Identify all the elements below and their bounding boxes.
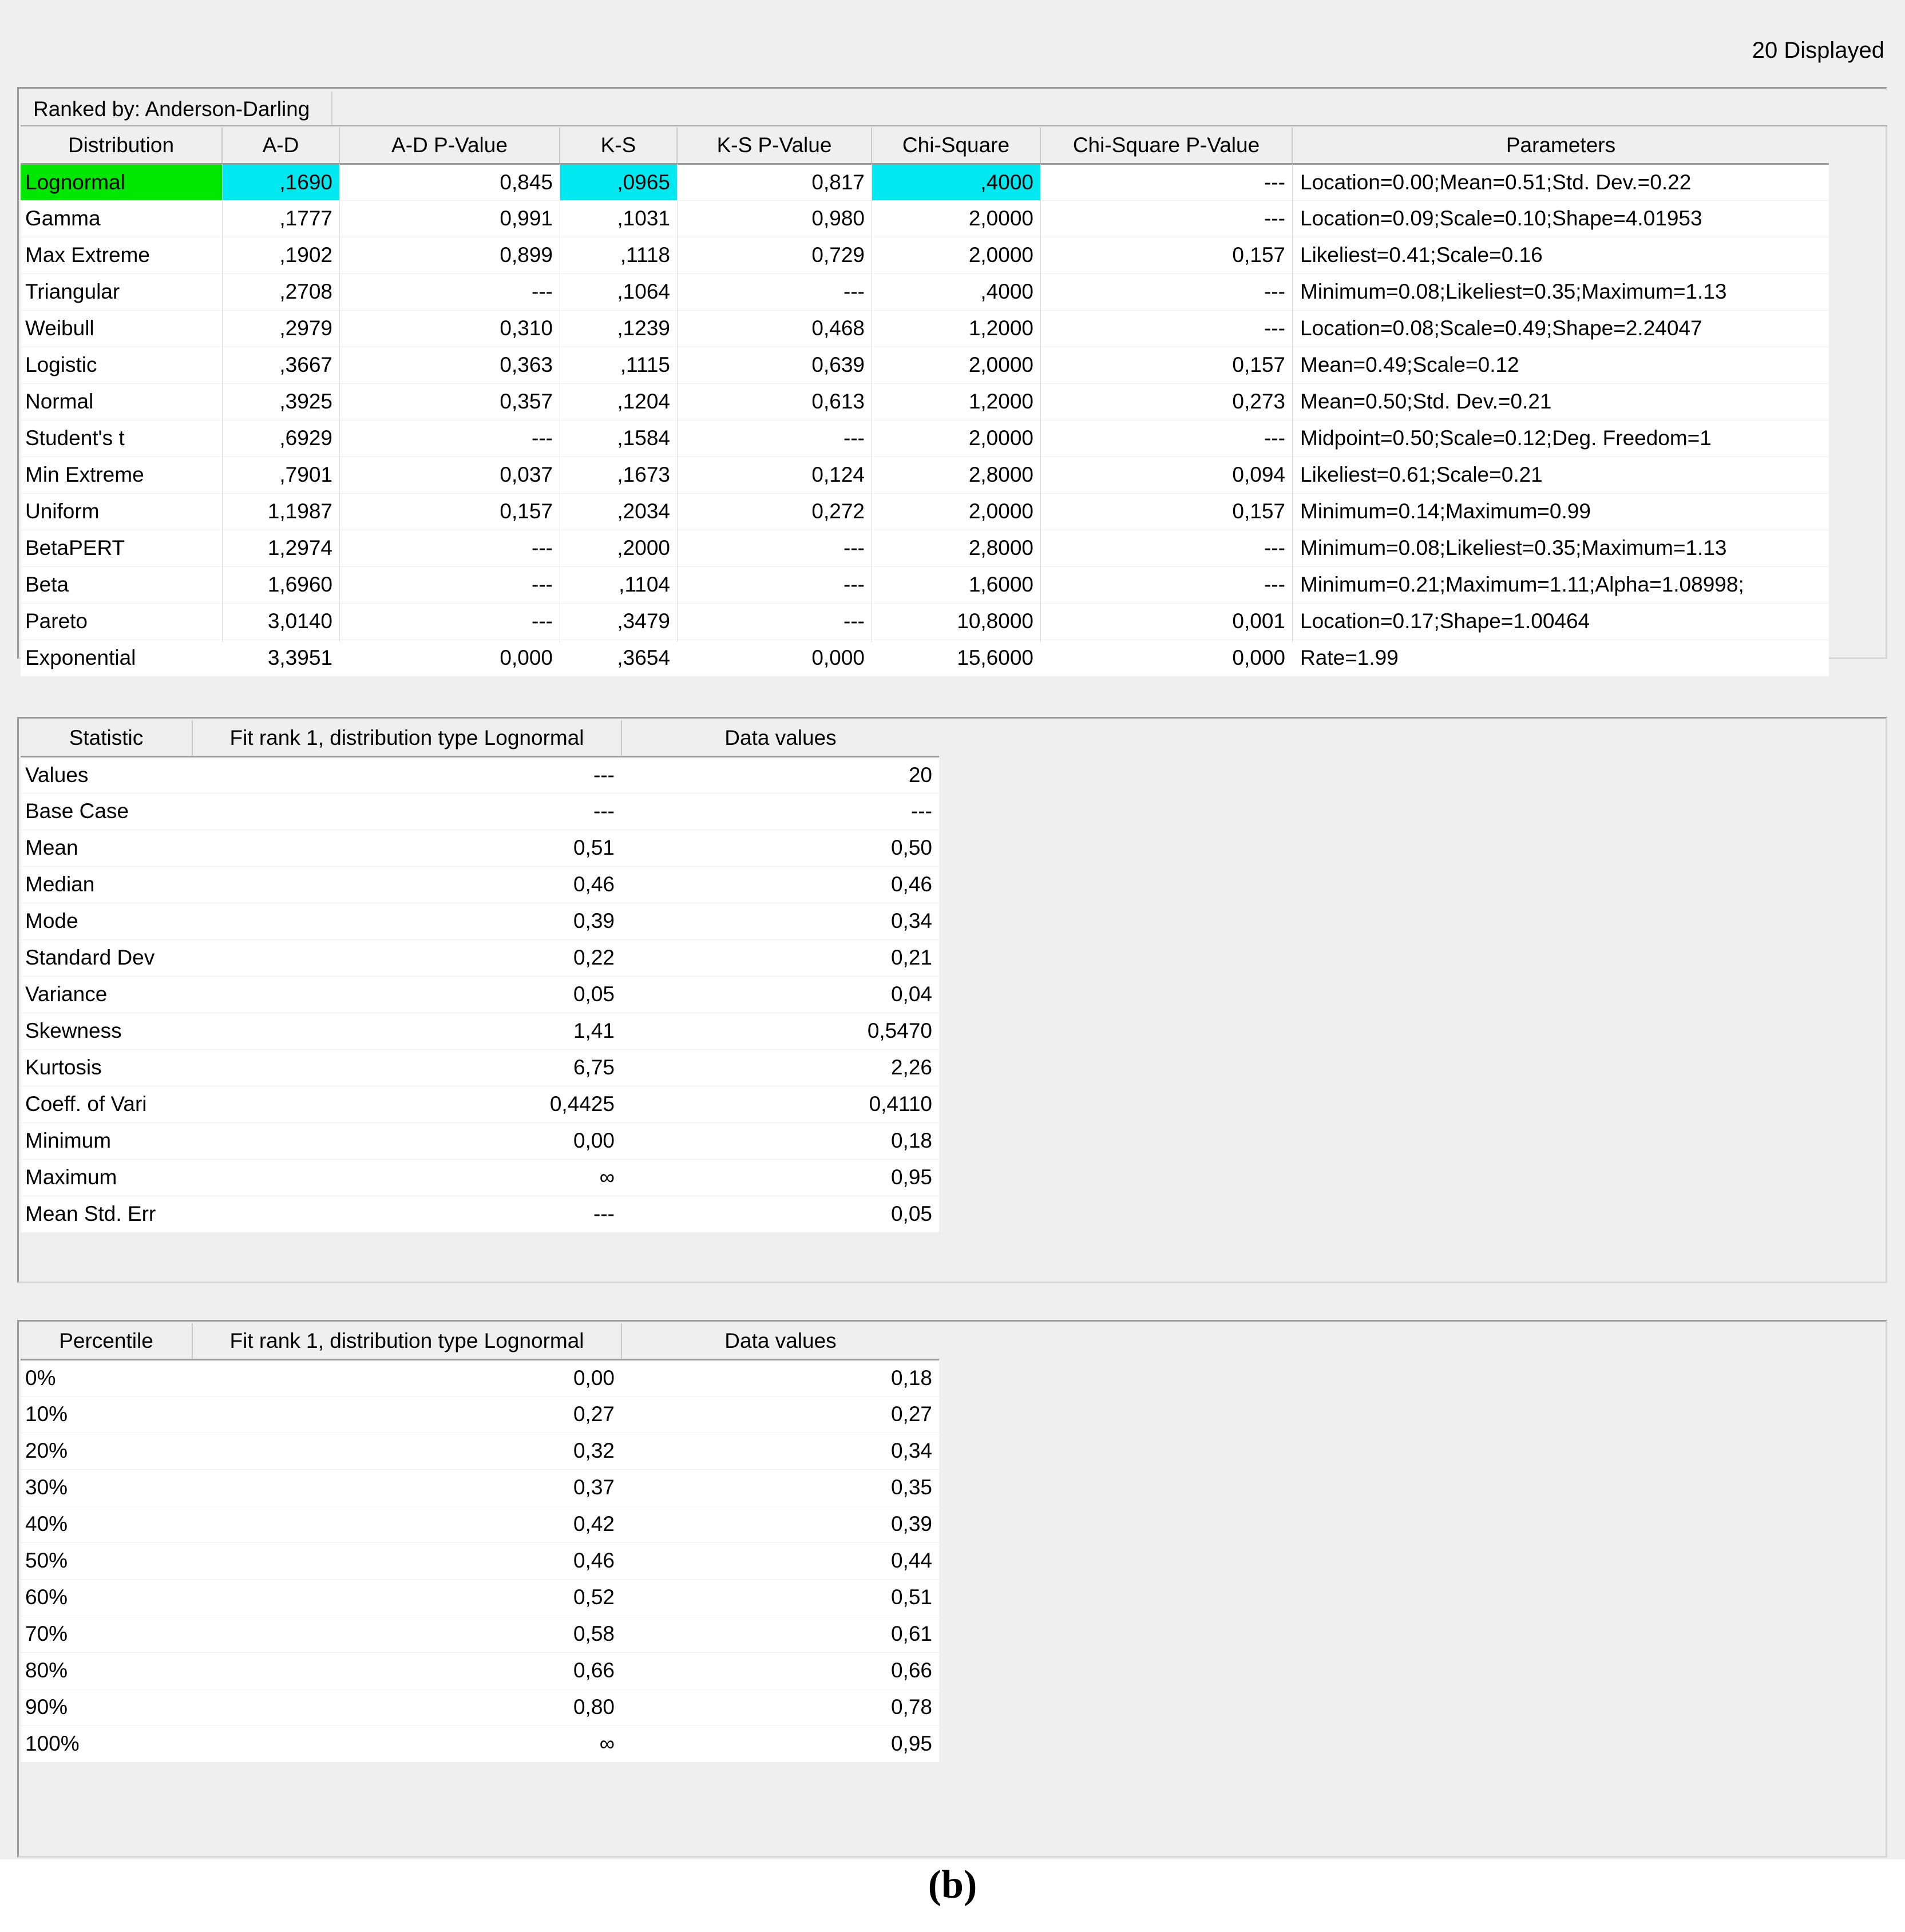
cell-ad: ,1690 [222,164,339,200]
cell-ad-pvalue: 0,310 [339,310,560,347]
table-row[interactable] [21,457,1829,493]
cell-parameters: Rate=1.99 [1292,640,1829,676]
cell-data-value: 0,5470 [621,1013,939,1049]
cell-fit-value: 0,39 [192,903,621,939]
cell-fit-value: 0,52 [192,1579,621,1616]
table-row[interactable] [21,640,1829,676]
cell-parameters: Location=0.17;Shape=1.00464 [1292,603,1829,640]
displayed-count-label: 20 Displayed [1752,38,1884,63]
table-row[interactable] [21,603,1829,640]
cell-ks-pvalue: --- [677,603,872,640]
cell-ks: ,1673 [560,457,677,493]
cell-ks-pvalue: 0,980 [677,200,872,237]
table-row[interactable] [21,237,1829,273]
table-row[interactable] [21,1652,939,1689]
cell-label: 20% [21,1433,192,1469]
cell-chi-square-pvalue: 0,157 [1040,493,1292,530]
column-header-ks[interactable]: K-S [560,128,677,164]
cell-data-value: 0,61 [621,1616,939,1652]
cell-fit-value: 0,27 [192,1396,621,1433]
table-row[interactable] [21,164,1829,200]
statistics-table[interactable] [21,720,939,1233]
cell-data-value: 0,34 [621,903,939,939]
cell-label: Standard Dev [21,939,192,976]
cell-distribution: Normal [21,383,222,420]
cell-distribution: Beta [21,566,222,603]
ranking-panel [17,87,1887,669]
cell-ks: ,1031 [560,200,677,237]
cell-parameters: Likeliest=0.61;Scale=0.21 [1292,457,1829,493]
cell-ad: ,3925 [222,383,339,420]
cell-ks: ,1239 [560,310,677,347]
column-header-data-values[interactable]: Data values [621,1323,939,1359]
table-row[interactable] [21,347,1829,383]
cell-chi-square-pvalue: 0,094 [1040,457,1292,493]
cell-ad: 1,1987 [222,493,339,530]
cell-chi-square: 2,8000 [872,530,1040,566]
cell-ad: 1,6960 [222,566,339,603]
cell-fit-value: --- [192,793,621,830]
cell-distribution: Min Extreme [21,457,222,493]
cell-data-value: 0,18 [621,1122,939,1159]
cell-ad: ,6929 [222,420,339,457]
percentiles-panel [17,1320,1887,1858]
table-row[interactable] [21,976,939,1013]
cell-chi-square: 2,0000 [872,347,1040,383]
cell-ad: 3,3951 [222,640,339,676]
table-row[interactable] [21,383,1829,420]
cell-data-value: 20 [621,756,939,793]
column-header-ks-pvalue[interactable]: K-S P-Value [677,128,872,164]
column-header-percentile[interactable]: Percentile [21,1323,192,1359]
cell-data-value: 0,27 [621,1396,939,1433]
table-row[interactable] [21,1616,939,1652]
cell-label: 60% [21,1579,192,1616]
cell-fit-value: 0,37 [192,1469,621,1506]
cell-ad-pvalue: 0,357 [339,383,560,420]
ranked-by-cell-separator [331,92,332,125]
cell-ks-pvalue: --- [677,530,872,566]
cell-distribution: Lognormal [21,164,222,200]
cell-ad-pvalue: 0,991 [339,200,560,237]
cell-data-value: 0,44 [621,1542,939,1579]
cell-label: Base Case [21,793,192,830]
cell-ks: ,1584 [560,420,677,457]
cell-parameters: Location=0.00;Mean=0.51;Std. Dev.=0.22 [1292,164,1829,200]
cell-data-value: 0,4110 [621,1086,939,1122]
cell-chi-square: 15,6000 [872,640,1040,676]
cell-parameters: Minimum=0.14;Maximum=0.99 [1292,493,1829,530]
cell-ks-pvalue: 0,613 [677,383,872,420]
cell-distribution: Pareto [21,603,222,640]
cell-chi-square: 10,8000 [872,603,1040,640]
cell-ks-pvalue: --- [677,273,872,310]
table-header-row [21,720,939,756]
window-top-strip [0,0,1905,86]
cell-data-value: 2,26 [621,1049,939,1086]
table-row[interactable] [21,939,939,976]
cell-chi-square-pvalue: 0,157 [1040,237,1292,273]
cell-fit-value: 0,66 [192,1652,621,1689]
table-row[interactable] [21,493,1829,530]
cell-label: 40% [21,1506,192,1542]
table-row[interactable] [21,420,1829,457]
cell-chi-square: 1,2000 [872,383,1040,420]
column-header-data-values[interactable]: Data values [621,720,939,756]
percentiles-table[interactable] [21,1323,939,1763]
table-row[interactable] [21,1159,939,1196]
table-row[interactable] [21,1359,939,1396]
cell-label: Mode [21,903,192,939]
cell-label: Maximum [21,1159,192,1196]
cell-chi-square-pvalue: 0,001 [1040,603,1292,640]
table-row[interactable] [21,1049,939,1086]
ranked-by-label: Ranked by: Anderson-Darling [33,97,310,121]
table-row[interactable] [21,310,1829,347]
column-header-fit-rank[interactable]: Fit rank 1, distribution type Lognormal [192,1323,621,1359]
cell-ks: ,0965 [560,164,677,200]
cell-label: 80% [21,1652,192,1689]
cell-fit-value: 0,00 [192,1122,621,1159]
cell-fit-value: 0,46 [192,866,621,903]
cell-ad-pvalue: --- [339,530,560,566]
cell-ad-pvalue: --- [339,273,560,310]
cell-ad: 1,2974 [222,530,339,566]
cell-data-value: 0,46 [621,866,939,903]
cell-data-value: 0,18 [621,1359,939,1396]
cell-ks-pvalue: --- [677,420,872,457]
cell-distribution: Gamma [21,200,222,237]
cell-chi-square-pvalue: --- [1040,273,1292,310]
cell-label: Minimum [21,1122,192,1159]
cell-distribution: Weibull [21,310,222,347]
cell-chi-square-pvalue: --- [1040,566,1292,603]
cell-ks: ,2000 [560,530,677,566]
cell-data-value: 0,95 [621,1159,939,1196]
column-separator [339,164,340,642]
cell-distribution: Max Extreme [21,237,222,273]
cell-ad-pvalue: --- [339,566,560,603]
cell-fit-value: ∞ [192,1725,621,1762]
cell-chi-square: 2,0000 [872,200,1040,237]
ranked-by-bar [21,90,1887,126]
table-row[interactable] [21,1086,939,1122]
statistics-panel [17,717,1887,1283]
cell-distribution: Exponential [21,640,222,676]
table-row[interactable] [21,1013,939,1049]
column-separator [677,164,678,642]
cell-ks-pvalue: 0,639 [677,347,872,383]
table-row[interactable] [21,273,1829,310]
cell-data-value: --- [621,793,939,830]
cell-label: 90% [21,1689,192,1725]
column-header-distribution[interactable]: Distribution [21,128,222,164]
cell-distribution: Triangular [21,273,222,310]
distribution-ranking-table[interactable] [21,128,1829,677]
cell-parameters: Mean=0.50;Std. Dev.=0.21 [1292,383,1829,420]
cell-ad: ,2979 [222,310,339,347]
cell-data-value: 0,51 [621,1579,939,1616]
cell-label: Kurtosis [21,1049,192,1086]
cell-distribution: Logistic [21,347,222,383]
cell-label: 100% [21,1725,192,1762]
cell-label: Skewness [21,1013,192,1049]
cell-chi-square: 1,2000 [872,310,1040,347]
table-row[interactable] [21,1122,939,1159]
cell-fit-value: 0,42 [192,1506,621,1542]
cell-ad-pvalue: 0,845 [339,164,560,200]
cell-ks: ,1064 [560,273,677,310]
cell-label: Variance [21,976,192,1013]
cell-ks: ,3654 [560,640,677,676]
table-row[interactable] [21,1469,939,1506]
figure-caption: (b) [928,1863,977,1907]
cell-label: 50% [21,1542,192,1579]
cell-ks-pvalue: 0,124 [677,457,872,493]
cell-parameters: Minimum=0.08;Likeliest=0.35;Maximum=1.13 [1292,273,1829,310]
cell-label: 70% [21,1616,192,1652]
cell-ks: ,3479 [560,603,677,640]
cell-fit-value: 0,80 [192,1689,621,1725]
cell-data-value: 0,50 [621,830,939,866]
column-header-ad-pvalue[interactable]: A-D P-Value [339,128,560,164]
cell-ad-pvalue: --- [339,420,560,457]
cell-chi-square-pvalue: 0,273 [1040,383,1292,420]
cell-ks-pvalue: 0,817 [677,164,872,200]
cell-data-value: 0,95 [621,1725,939,1762]
table-row[interactable] [21,1542,939,1579]
cell-ad: 3,0140 [222,603,339,640]
cell-data-value: 0,66 [621,1652,939,1689]
table-row[interactable] [21,830,939,866]
cell-fit-value: 0,58 [192,1616,621,1652]
cell-ks: ,1118 [560,237,677,273]
cell-parameters: Mean=0.49;Scale=0.12 [1292,347,1829,383]
cell-parameters: Likeliest=0.41;Scale=0.16 [1292,237,1829,273]
table-row[interactable] [21,1725,939,1762]
cell-chi-square-pvalue: --- [1040,530,1292,566]
cell-chi-square-pvalue: 0,000 [1040,640,1292,676]
cell-data-value: 0,21 [621,939,939,976]
cell-ks: ,1115 [560,347,677,383]
cell-fit-value: --- [192,756,621,793]
cell-data-value: 0,39 [621,1506,939,1542]
column-header-chi-square-pvalue[interactable]: Chi-Square P-Value [1040,128,1292,164]
cell-ks-pvalue: --- [677,566,872,603]
cell-parameters: Location=0.08;Scale=0.49;Shape=2.24047 [1292,310,1829,347]
cell-label: Coeff. of Vari [21,1086,192,1122]
column-header-parameters[interactable]: Parameters [1292,128,1829,164]
cell-fit-value: 0,00 [192,1359,621,1396]
column-header-statistic[interactable]: Statistic [21,720,192,756]
cell-label: Mean [21,830,192,866]
cell-chi-square-pvalue: --- [1040,310,1292,347]
cell-fit-value: ∞ [192,1159,621,1196]
cell-fit-value: 0,46 [192,1542,621,1579]
table-row[interactable] [21,200,1829,237]
cell-ks-pvalue: 0,729 [677,237,872,273]
cell-chi-square: 2,0000 [872,493,1040,530]
cell-label: Mean Std. Err [21,1196,192,1232]
cell-label: 0% [21,1359,192,1396]
cell-ks-pvalue: 0,468 [677,310,872,347]
cell-fit-value: 0,51 [192,830,621,866]
cell-ks-pvalue: 0,000 [677,640,872,676]
cell-ad-pvalue: 0,899 [339,237,560,273]
column-separator [1040,164,1041,642]
cell-label: 10% [21,1396,192,1433]
cell-label: Median [21,866,192,903]
column-header-fit-rank[interactable]: Fit rank 1, distribution type Lognormal [192,720,621,756]
column-separator [222,164,223,642]
cell-parameters: Minimum=0.08;Likeliest=0.35;Maximum=1.13 [1292,530,1829,566]
cell-ad-pvalue: --- [339,603,560,640]
table-row[interactable] [21,1579,939,1616]
cell-fit-value: 0,4425 [192,1086,621,1122]
table-row[interactable] [21,1689,939,1725]
cell-label: 30% [21,1469,192,1506]
cell-parameters: Midpoint=0.50;Scale=0.12;Deg. Freedom=1 [1292,420,1829,457]
cell-ad-pvalue: 0,157 [339,493,560,530]
table-row[interactable] [21,903,939,939]
cell-fit-value: --- [192,1196,621,1232]
table-row[interactable] [21,1433,939,1469]
cell-fit-value: 0,22 [192,939,621,976]
cell-fit-value: 0,32 [192,1433,621,1469]
table-header-row [21,128,1829,164]
cell-ad: ,3667 [222,347,339,383]
cell-ks: ,1104 [560,566,677,603]
cell-fit-value: 6,75 [192,1049,621,1086]
cell-data-value: 0,35 [621,1469,939,1506]
cell-data-value: 0,34 [621,1433,939,1469]
cell-parameters: Minimum=0.21;Maximum=1.11;Alpha=1.08998; [1292,566,1829,603]
cell-distribution: Uniform [21,493,222,530]
table-row[interactable] [21,1506,939,1542]
cell-chi-square: 2,8000 [872,457,1040,493]
cell-chi-square: 2,0000 [872,237,1040,273]
cell-distribution: Student's t [21,420,222,457]
cell-chi-square-pvalue: --- [1040,420,1292,457]
cell-ks: ,2034 [560,493,677,530]
column-header-chi-square[interactable]: Chi-Square [872,128,1040,164]
cell-chi-square: 1,6000 [872,566,1040,603]
cell-chi-square-pvalue: --- [1040,200,1292,237]
cell-ad: ,7901 [222,457,339,493]
cell-ad-pvalue: 0,363 [339,347,560,383]
cell-chi-square: ,4000 [872,273,1040,310]
cell-chi-square-pvalue: --- [1040,164,1292,200]
cell-distribution: BetaPERT [21,530,222,566]
cell-data-value: 0,05 [621,1196,939,1232]
cell-ad: ,1777 [222,200,339,237]
cell-fit-value: 0,05 [192,976,621,1013]
table-row[interactable] [21,756,939,793]
cell-chi-square: ,4000 [872,164,1040,200]
cell-ad-pvalue: 0,000 [339,640,560,676]
table-row[interactable] [21,866,939,903]
column-separator [1292,164,1293,642]
table-header-row [21,1323,939,1359]
column-header-ad[interactable]: A-D [222,128,339,164]
cell-chi-square: 2,0000 [872,420,1040,457]
table-row[interactable] [21,566,1829,603]
cell-parameters: Location=0.09;Scale=0.10;Shape=4.01953 [1292,200,1829,237]
table-row[interactable] [21,1196,939,1232]
cell-chi-square-pvalue: 0,157 [1040,347,1292,383]
cell-ad: ,2708 [222,273,339,310]
cell-ks: ,1204 [560,383,677,420]
cell-data-value: 0,04 [621,976,939,1013]
cell-ks-pvalue: 0,272 [677,493,872,530]
table-row[interactable] [21,1396,939,1433]
table-row[interactable] [21,793,939,830]
cell-fit-value: 1,41 [192,1013,621,1049]
cell-ad: ,1902 [222,237,339,273]
cell-ad-pvalue: 0,037 [339,457,560,493]
table-row[interactable] [21,530,1829,566]
cell-data-value: 0,78 [621,1689,939,1725]
cell-label: Values [21,756,192,793]
